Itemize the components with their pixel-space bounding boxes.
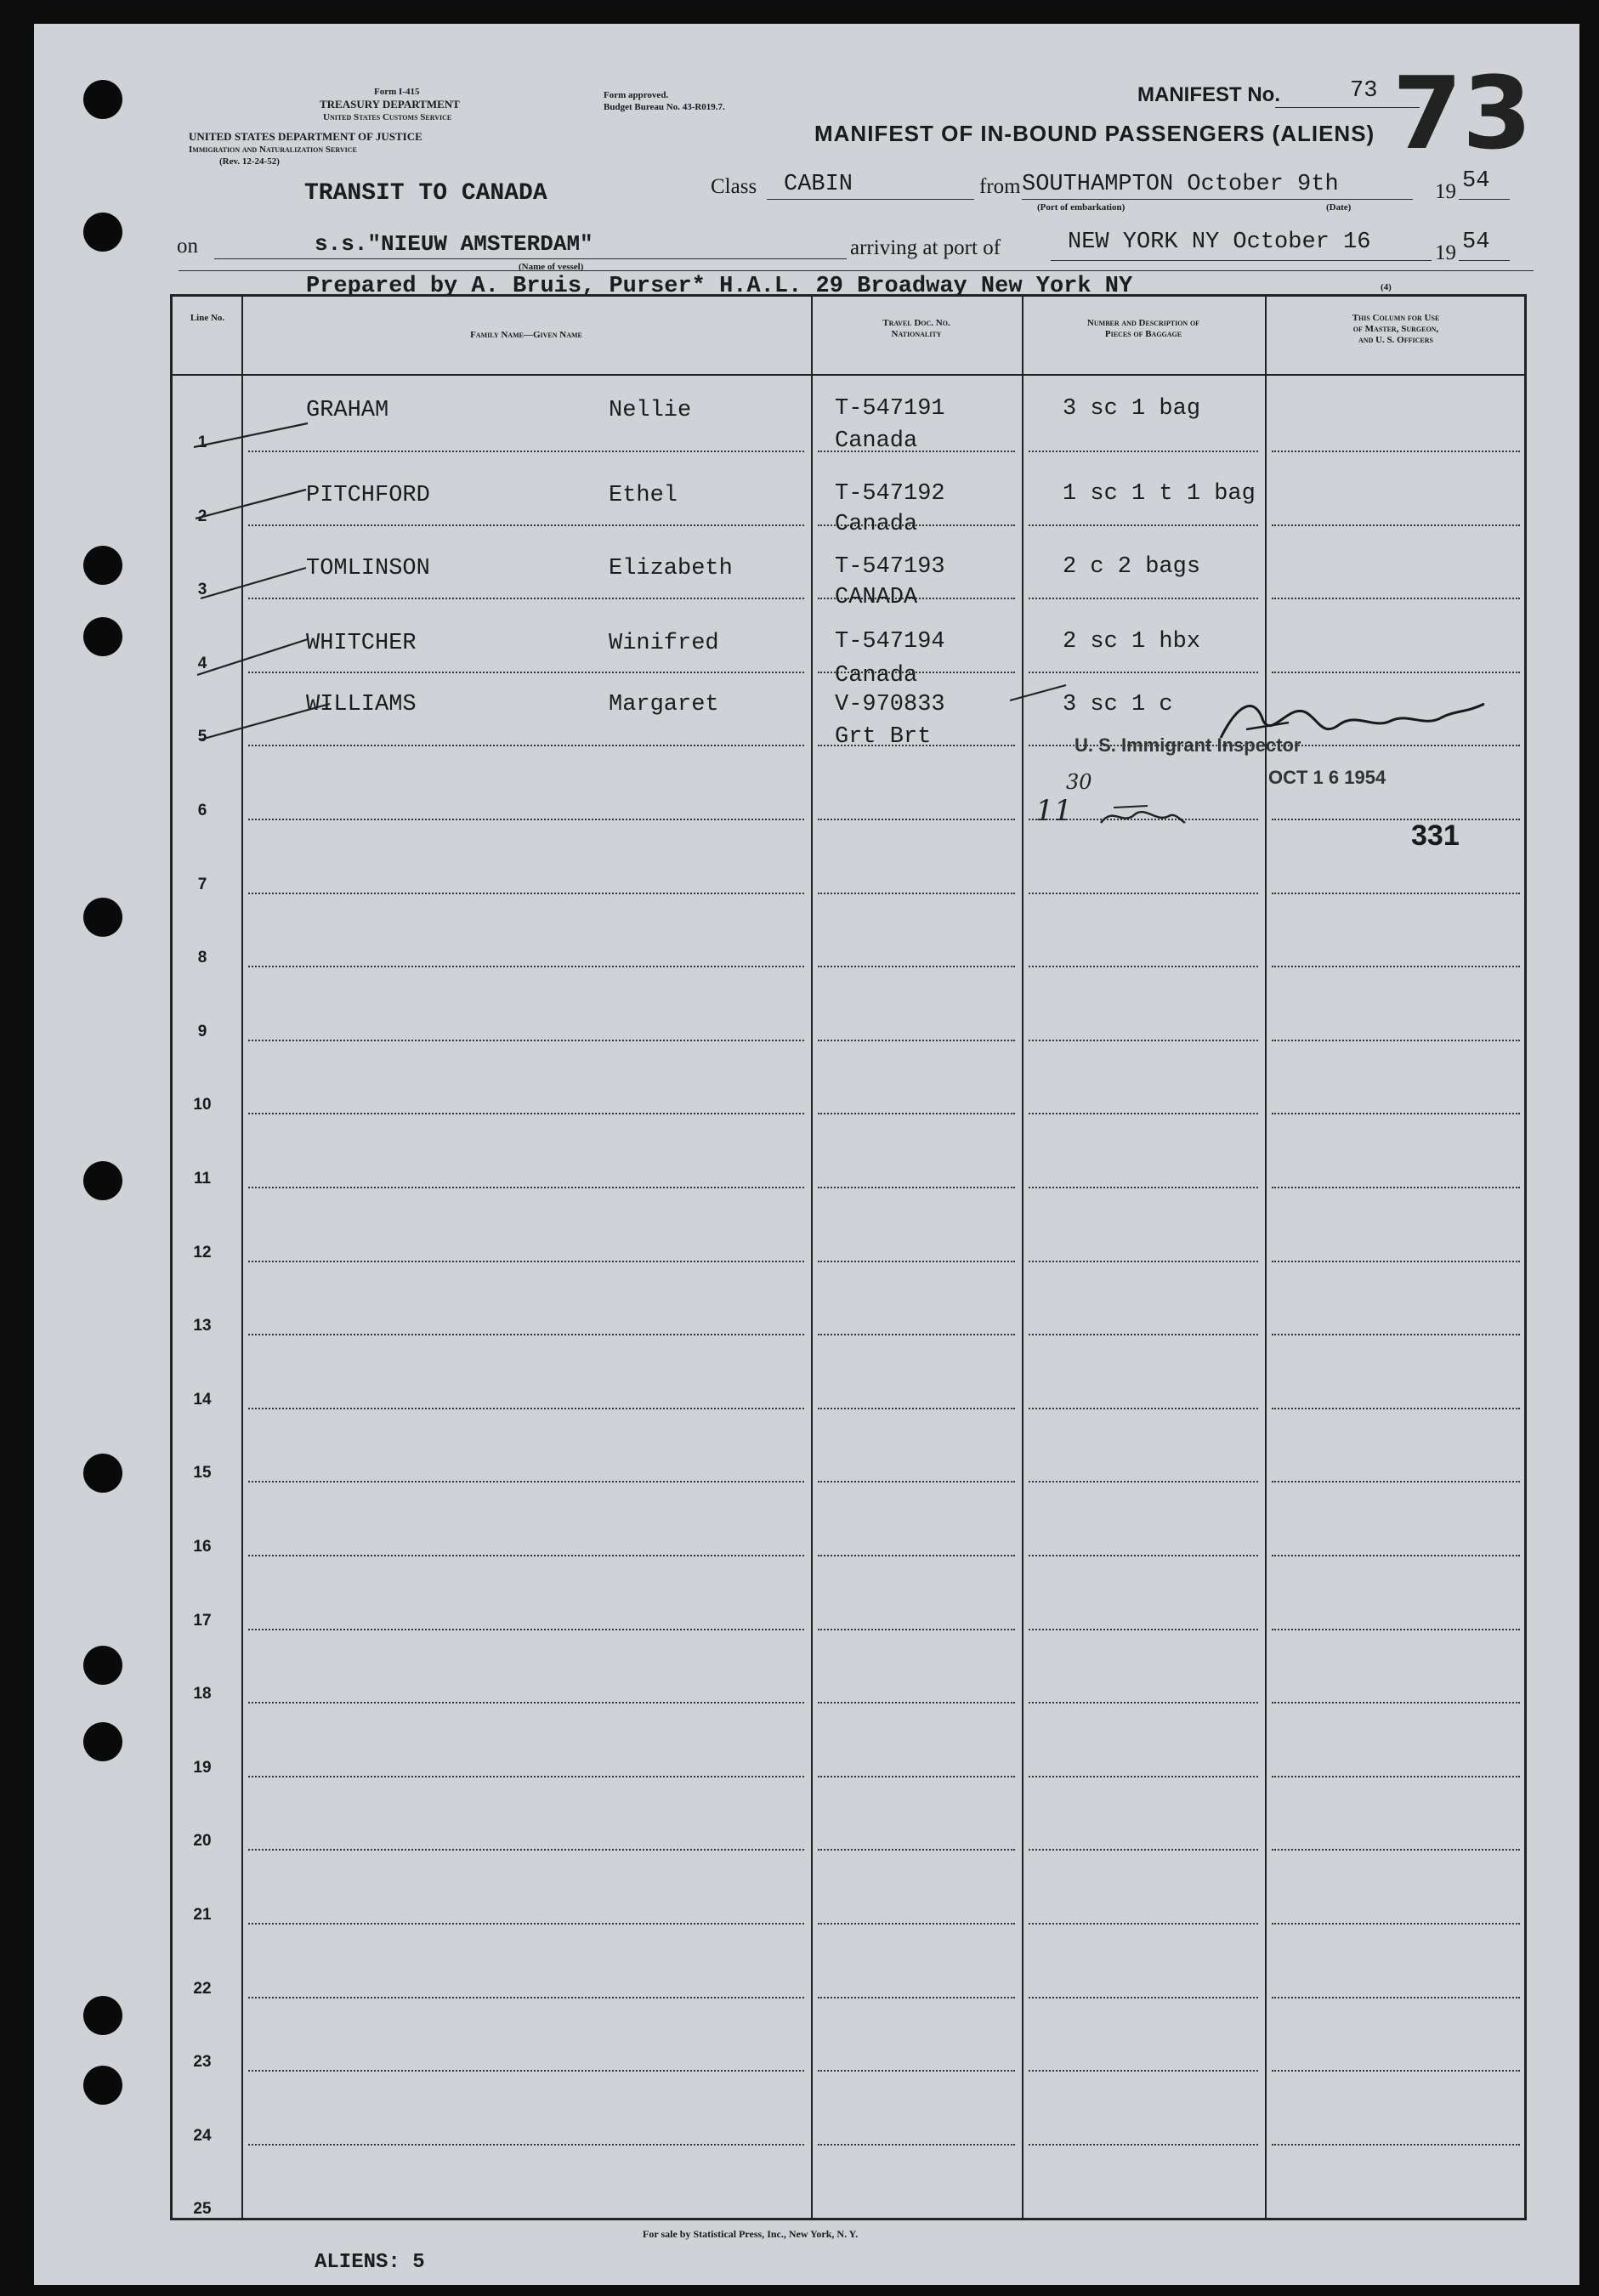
- four-mark: (4): [1381, 282, 1392, 292]
- line-number: 17: [193, 1611, 212, 1630]
- baggage: 1 sc 1 t 1 bag: [1063, 481, 1256, 507]
- hand-eleven: 11: [1035, 794, 1073, 828]
- number-331: 331: [1411, 819, 1460, 852]
- justice-dept: UNITED STATES DEPARTMENT OF JUSTICE: [189, 130, 422, 143]
- line-number: 14: [193, 1390, 212, 1409]
- hand-initials: [1097, 797, 1190, 831]
- year-prefix-1: 19: [1435, 180, 1456, 203]
- form-approved: Form approved.: [604, 90, 669, 100]
- check-mark: [196, 490, 306, 519]
- vessel-caption: (Name of vessel): [519, 262, 584, 272]
- given-name: Nellie: [609, 398, 692, 423]
- from-value: SOUTHAMPTON October 9th: [1022, 172, 1339, 197]
- hand-thirty: 30: [1066, 770, 1092, 794]
- col-header-line-no: Line No.: [190, 313, 225, 323]
- nationality: Canada: [835, 512, 918, 537]
- travel-doc-line2: Nationality: [891, 329, 942, 339]
- aliens-count: ALIENS: 5: [315, 2251, 425, 2274]
- baggage: 2 c 2 bags: [1063, 554, 1201, 580]
- on-label: on: [177, 235, 198, 258]
- line-number: 20: [193, 1832, 212, 1851]
- line-number: 16: [193, 1538, 212, 1556]
- family-name: PITCHFORD: [306, 483, 430, 508]
- line-number: 2: [197, 507, 207, 525]
- customs-service: United States Customs Service: [323, 112, 452, 122]
- transit-note: TRANSIT TO CANADA: [304, 180, 547, 207]
- travel-doc-no: V-970833: [835, 692, 945, 717]
- given-name: Margaret: [609, 692, 719, 717]
- arriving-label: arriving at port of: [850, 236, 1001, 259]
- line-number: 11: [193, 1170, 212, 1188]
- arriving-value: NEW YORK NY October 16: [1068, 230, 1371, 255]
- line-number: 7: [197, 875, 207, 893]
- travel-doc-no: T-547193: [835, 554, 945, 580]
- vessel-value: s.s."NIEUW AMSTERDAM": [315, 231, 593, 257]
- revision-date: (Rev. 12-24-52): [219, 156, 280, 167]
- line-number: 13: [193, 1317, 212, 1335]
- given-name: Elizabeth: [609, 556, 733, 581]
- ins-service: Immigration and Naturalization Service: [189, 145, 357, 155]
- class-value: CABIN: [784, 172, 853, 197]
- inspector-title: U. S. Immigrant Inspector: [1075, 734, 1301, 756]
- nationality: Canada: [835, 663, 918, 689]
- given-name: Ethel: [609, 483, 678, 508]
- manifest-no-value: 73: [1350, 78, 1378, 104]
- class-label: Class: [711, 175, 757, 198]
- officers-line1: This Column for Use: [1352, 313, 1440, 323]
- line-number: 12: [193, 1243, 212, 1261]
- family-name: TOMLINSON: [306, 556, 430, 581]
- line-number: 8: [197, 949, 207, 967]
- manifest-title: MANIFEST OF IN-BOUND PASSENGERS (ALIENS): [814, 121, 1375, 146]
- line-number: 10: [193, 1096, 212, 1114]
- port-caption: (Port of embarkation): [1037, 202, 1126, 213]
- check-mark: [194, 423, 308, 447]
- line-number: 4: [197, 654, 207, 672]
- line-number: 15: [193, 1464, 212, 1482]
- check-mark: [197, 639, 308, 675]
- family-name: GRAHAM: [306, 398, 389, 423]
- baggage: 3 sc 1 c: [1063, 692, 1173, 717]
- year-prefix-2: 19: [1435, 241, 1456, 264]
- given-name: Winifred: [609, 631, 719, 656]
- line-number: 19: [193, 1758, 212, 1777]
- baggage-line2: Pieces of Baggage: [1104, 329, 1182, 339]
- treasury-dept: TREASURY DEPARTMENT: [320, 98, 460, 111]
- line-number: 1: [197, 434, 207, 451]
- year-value-1: 54: [1462, 168, 1490, 194]
- form-number: Form I-415: [374, 87, 420, 97]
- line-number: 21: [193, 1906, 212, 1924]
- officers-line3: and U. S. Officers: [1358, 335, 1433, 345]
- travel-doc-no: T-547191: [835, 396, 945, 422]
- check-marks: [34, 24, 1579, 2285]
- nationality: Grt Brt: [835, 724, 932, 750]
- line-number: 18: [193, 1685, 212, 1704]
- nationality: Canada: [835, 428, 918, 454]
- inspection-date-stamp: OCT 1 6 1954: [1268, 767, 1386, 788]
- printer-credit: For sale by Statistical Press, Inc., New York, N. Y.: [643, 2228, 859, 2240]
- baggage: 3 sc 1 bag: [1063, 396, 1201, 422]
- line-number: 9: [197, 1022, 207, 1040]
- nationality: CANADA: [835, 585, 918, 610]
- col-header-name: Family Name—Given Name: [470, 330, 582, 340]
- year-value-2: 54: [1462, 230, 1490, 255]
- manifest-no-large: 73: [1392, 54, 1533, 172]
- line-number: 5: [197, 728, 207, 746]
- date-caption: (Date): [1326, 202, 1352, 213]
- officers-line2: of Master, Surgeon,: [1352, 324, 1439, 334]
- from-label: from: [979, 175, 1021, 198]
- family-name: WILLIAMS: [306, 692, 417, 717]
- line-number: 22: [193, 1979, 212, 1998]
- manifest-page: [34, 24, 1579, 2285]
- prepared-by: Prepared by A. Bruis, Purser* H.A.L. 29 Broadway New York NY: [306, 274, 1133, 299]
- check-mark: [201, 568, 306, 598]
- budget-bureau: Budget Bureau No. 43-R019.7.: [604, 102, 725, 112]
- line-number: 25: [193, 2200, 212, 2219]
- check-mark: [1010, 685, 1066, 700]
- baggage: 2 sc 1 hbx: [1063, 629, 1201, 655]
- travel-doc-line1: Travel Doc. No.: [882, 318, 950, 328]
- travel-doc-no: T-547192: [835, 481, 945, 507]
- check-mark: [201, 704, 330, 740]
- manifest-no-label: MANIFEST No.: [1137, 83, 1280, 106]
- travel-doc-no: T-547194: [835, 629, 945, 655]
- line-number: 6: [197, 802, 207, 819]
- baggage-line1: Number and Description of: [1086, 318, 1200, 328]
- line-number: 24: [193, 2126, 212, 2145]
- family-name: WHITCHER: [306, 631, 417, 656]
- line-number: 3: [197, 581, 207, 599]
- line-number: 23: [193, 2053, 212, 2072]
